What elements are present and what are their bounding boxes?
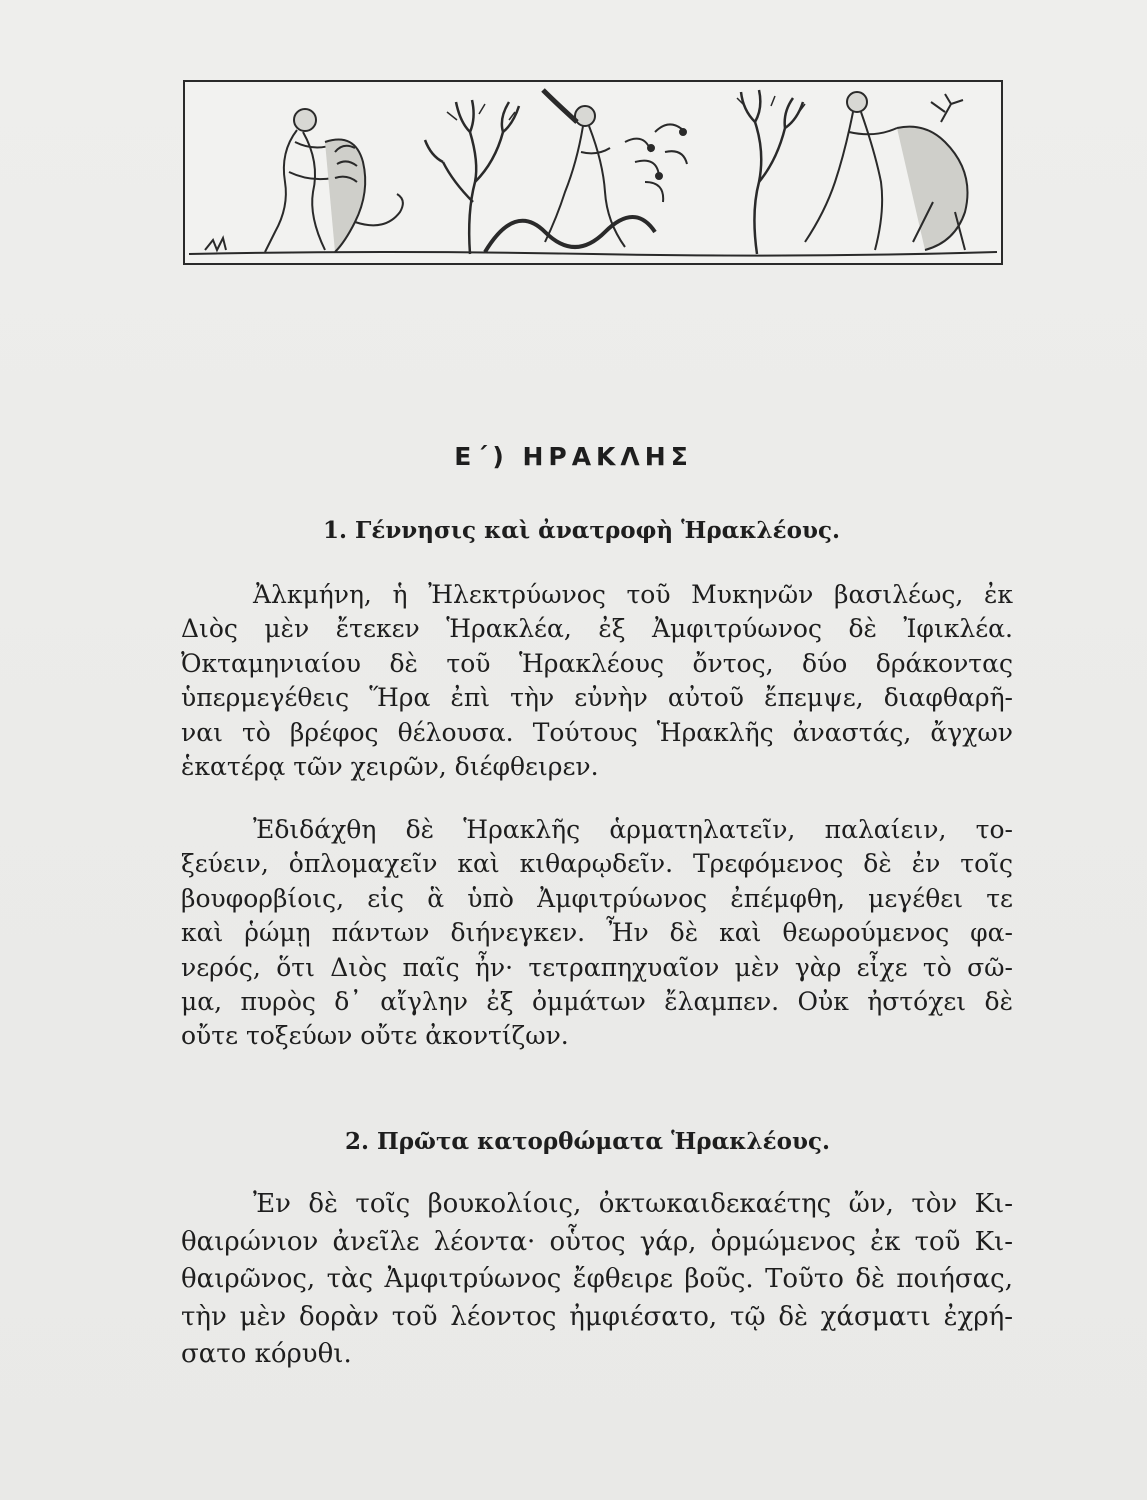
text-line: τὴν μὲν δορὰν τοῦ λέοντος ἠμφιέσατο, τῷ δὲ χάσματι ἐχρή- [181,1301,1013,1332]
text-line: Ἐν δὲ τοῖς βουκολίοις, ὀκτωκαιδεκαέτης ὤν, τὸν Κι- [253,1189,1013,1219]
chapter-1-heading: 1. Γέννησις καὶ ἀνατροφὴ Ἡρακλέους. [323,517,840,544]
text-line: ἑκατέρᾳ τῶν χειρῶν, διέφθειρεν. [181,752,599,782]
heracles-labours-frieze-illustration [183,80,1003,265]
text-line: Ὀκταμηνιαίου δὲ τοῦ Ἡρακλέους ὄντος, δύο δράκοντας [181,648,1013,678]
text-line: Ἀλκμήνη, ἡ Ἠλεκτρύωνος τοῦ Μυκηνῶν βασιλέως, ἐκ [253,580,1013,609]
text-line: θαιρῶνος, τὰς Ἀμφιτρύωνος ἔφθειρε βοῦς. Τοῦτο δὲ ποιήσας, [181,1264,1013,1295]
tree-left [425,100,519,254]
section-title: Ε΄) ΗΡΑΚΛΗΣ [454,442,693,471]
chapter-1-paragraph-2 [181,813,1013,1054]
text-line: μα, πυρὸς δ᾿ αἴγλην ἐξ ὀμμάτων ἔλαμπεν. Οὐκ ἠστόχει δὲ [181,987,1013,1017]
chapter-1-paragraph-1 [181,578,1013,784]
text-line: ξεύειν, ὁπλομαχεῖν καὶ κιθαρῳδεῖν. Τρεφόμενος δὲ ἐν τοῖς [181,849,1013,879]
text-line: Ἐδιδάχθη δὲ Ἡρακλῆς ἁρματηλατεῖν, παλαίειν, το- [253,815,1013,844]
hero-wrestling-lion-figure [205,109,403,252]
text-line: βουφορβίοις, εἰς ἃ ὑπὸ Ἀμφιτρύωνος ἐπέμφθη, μεγέθει τε [181,883,1013,913]
text-line: καὶ ῥώμῃ πάντων διήνεγκεν. Ἦν δὲ καὶ θεωρούμενος φα- [181,918,1013,948]
text-line: οὔτε τοξεύων οὔτε ἀκοντίζων. [181,1021,569,1051]
text-line: νερός, ὅτι Διὸς παῖς ἦν· τετραπηχυαῖον μὲν γὰρ εἶχε τὸ σῶ- [181,952,1013,982]
text-line: θαιρώνιον ἀνεῖλε λέοντα· οὗτος γάρ, ὁρμώμενος ἐκ τοῦ Κι- [181,1226,1013,1257]
text-line: ὑπερμεγέθεις Ἥρα ἐπὶ τὴν εὐνὴν αὐτοῦ ἔπεμψε, διαφθαρῆ- [181,683,1013,713]
text-line: Διὸς μὲν ἔτεκεν Ἡρακλέα, ἐξ Ἀμφιτρύωνος δὲ Ἰφικλέα. [181,614,1013,644]
frieze-ground [189,252,997,256]
hero-capturing-stag-figure [805,92,968,250]
chapter-2-paragraph-1 [181,1186,1013,1374]
text-line: ναι τὸ βρέφος θέλουσα. Τούτους Ἡρακλῆς ἀναστάς, ἄγχων [181,717,1013,747]
tree-right [737,90,805,254]
chapter-2-heading: 2. Πρῶτα κατορθώματα Ἡρακλέους. [345,1128,830,1155]
text-line: σατο κόρυθι. [181,1339,352,1370]
